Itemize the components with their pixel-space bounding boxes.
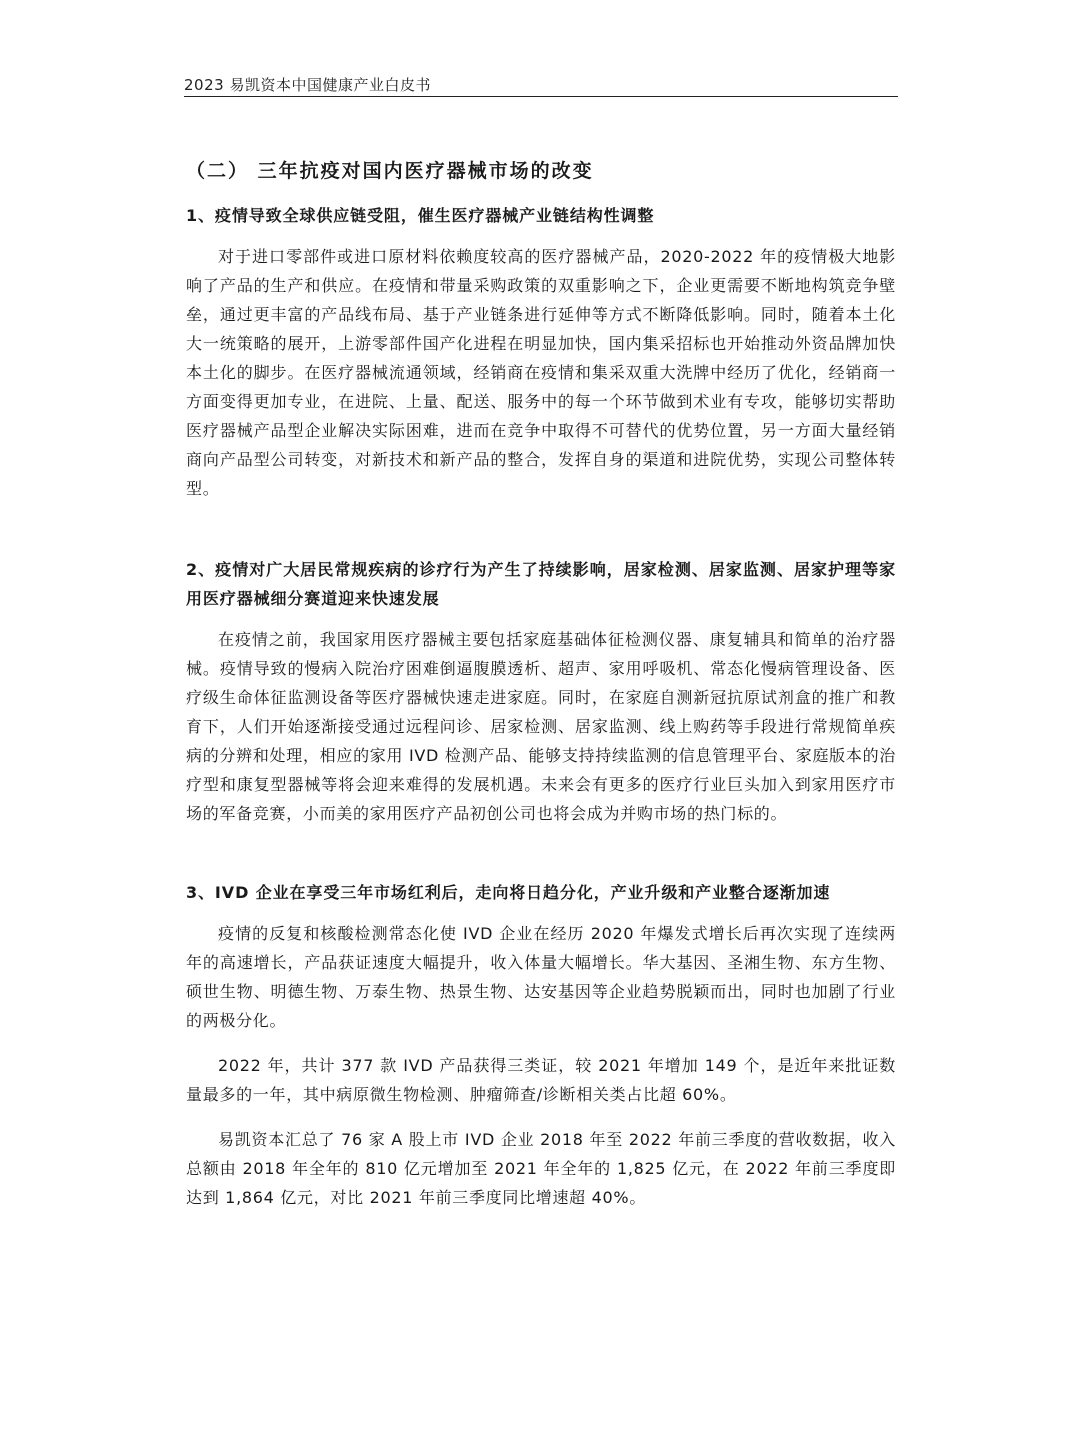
header-rule	[184, 96, 898, 97]
section-gap	[186, 503, 896, 555]
section-title: （二） 三年抗疫对国内医疗器械市场的改变	[186, 160, 594, 182]
section-gap	[186, 828, 896, 878]
paragraph: 疫情的反复和核酸检测常态化使 IVD 企业在经历 2020 年爆发式增长后再次实现了连续两年的高速增长，产品获证速度大幅提升，收入体量大幅增长。华大基因、圣湘生物、东方生物、硕世生物、明德生物、万泰生物、热景生物、达安基因等企业趋势脱颖而出，同时也加剧了行业的两极分化。	[186, 924, 896, 1030]
paragraph: 在疫情之前，我国家用医疗器械主要包括家庭基础体征检测仪器、康复辅具和简单的治疗器械。疫情导致的慢病入院治疗困难倒逼腹膜透析、超声、家用呼吸机、常态化慢病管理设备、医疗级生命体征监测设备等医疗器械快速走进家庭。同时，在家庭自测新冠抗原试剂盒的推广和教育下，人们开始逐渐接受通过远程问诊、居家检测、居家监测、线上购药等手段进行常规简单疾病的分辨和处理，相应的家用 IVD 检测产品、能够支持持续监测的信息管理平台、家庭版本的治疗型和康复型器械等将会迎来难得的发展机遇。未来会有更多的医疗行业巨头加入到家用医疗市场的军备竞赛，小而美的家用医疗产品初创公司也将会成为并购市场的热门标的。	[186, 630, 896, 823]
subsection-heading: 3、IVD 企业在享受三年市场红利后，走向将日趋分化，产业升级和产业整合逐渐加速	[186, 883, 831, 902]
subsection-1	[186, 201, 896, 503]
subsection-heading: 1、疫情导致全球供应链受阻，催生医疗器械产业链结构性调整	[186, 206, 655, 225]
running-header: 2023 易凯资本中国健康产业白皮书	[184, 76, 431, 94]
subsection-2	[186, 555, 896, 828]
paragraph: 对于进口零部件或进口原材料依赖度较高的医疗器械产品，2020-2022 年的疫情极大地影响了产品的生产和供应。在疫情和带量采购政策的双重影响之下，企业更需要不断地构筑竞争壁垒，通过更丰富的产品线布局、基于产业链条进行延伸等方式不断降低影响。同时，随着本土化大一统策略的展开，上游零部件国产化进程在明显加快，国内集采招标也开始推动外资品牌加快本土化的脚步。在医疗器械流通领域，经销商在疫情和集采双重大洗牌中经历了优化，经销商一方面变得更加专业，在进院、上量、配送、服务中的每一个环节做到术业有专攻，能够切实帮助医疗器械产品型企业解决实际困难，进而在竞争中取得不可替代的优势位置，另一方面大量经销商向产品型公司转变，对新技术和新产品的整合，发挥自身的渠道和进院优势，实现公司整体转型。	[186, 247, 896, 498]
subsection-3	[186, 878, 896, 1212]
body-content	[186, 155, 896, 1212]
paragraph: 易凯资本汇总了 76 家 A 股上市 IVD 企业 2018 年至 2022 年前三季度的营收数据，收入总额由 2018 年全年的 810 亿元增加至 2021 年全年的 1,825 亿元，在 2022 年前三季度即达到 1,864 亿元，对比 2021 年前三季度同比增速超 40%。	[186, 1130, 896, 1207]
subsection-heading: 2、疫情对广大居民常规疾病的诊疗行为产生了持续影响，居家检测、居家监测、居家护理等家用医疗器械细分赛道迎来快速发展	[186, 560, 896, 608]
paragraph: 2022 年，共计 377 款 IVD 产品获得三类证，较 2021 年增加 149 个，是近年来批证数量最多的一年，其中病原微生物检测、肿瘤筛查/诊断相关类占比超 60%。	[186, 1056, 896, 1104]
